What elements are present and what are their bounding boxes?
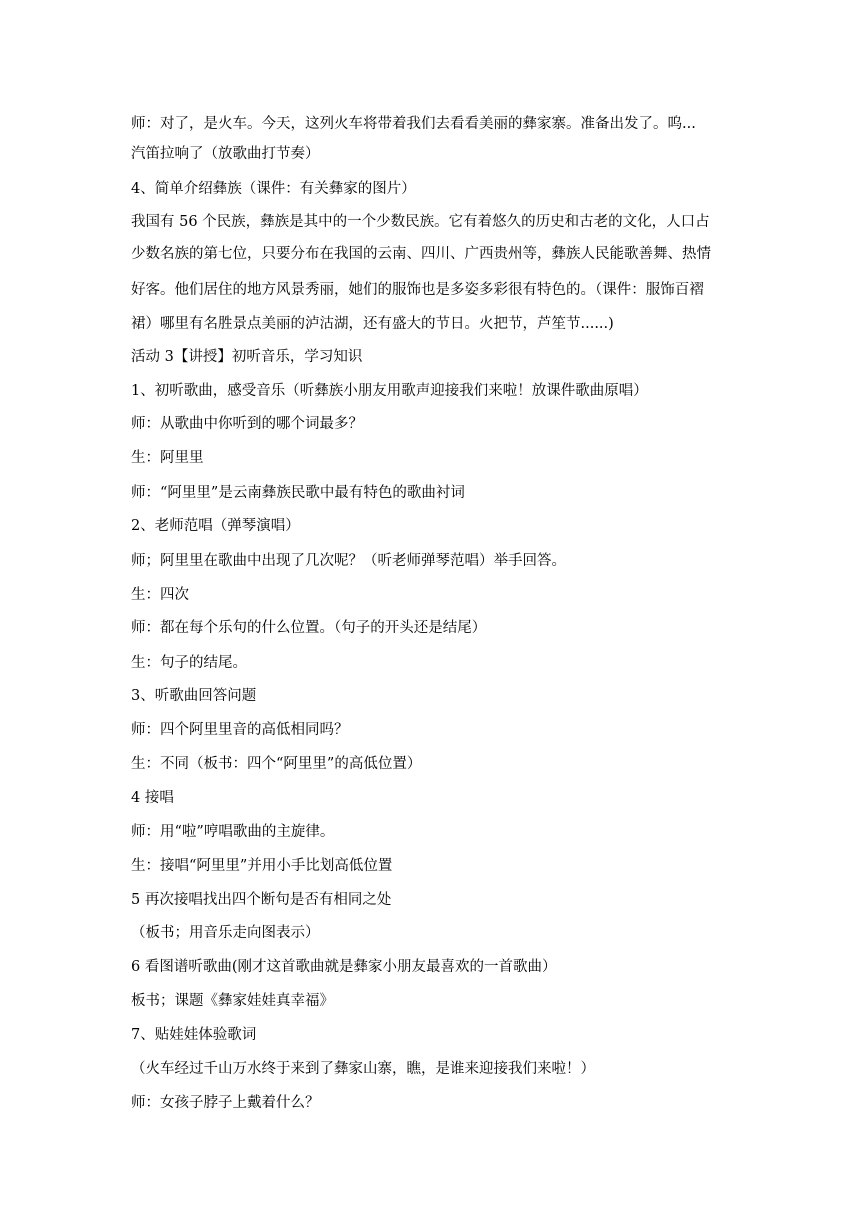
text-line-24: 5 再次接唱找出四个断句是否有相同之处: [131, 892, 392, 908]
text-line-17: 生：句子的结尾。: [131, 655, 247, 671]
text-line-6: 好客。他们居住的地方风景秀丽，她们的服饰也是多姿多彩很有特色的。（课件：服饰百褶: [131, 282, 704, 298]
text-line-1: 师：对了，是火车。今天，这列火车将带着我们去看看美丽的彝家寨。准备出发了。呜...: [131, 116, 696, 132]
text-line-26: 6 看图谱听歌曲(刚才这首歌曲就是彝家小朋友最喜欢的一首歌曲）: [131, 959, 557, 975]
text-line-12: 师：“阿里里”是云南彝族民歌中最有特色的歌曲衬词: [131, 485, 465, 501]
text-line-3: 4、简单介绍彝族（课件：有关彝家的图片）: [131, 181, 416, 197]
text-line-4: 我国有 56 个民族，彝族是其中的一个少数民族。它有着悠久的历史和古老的文化，人口占: [131, 214, 710, 230]
text-line-10: 师：从歌曲中你听到的哪个词最多？: [131, 416, 363, 432]
text-line-2: 汽笛拉响了（放歌曲打节奏）: [131, 146, 320, 162]
text-line-30: 师：女孩子脖子上戴着什么？: [131, 1095, 320, 1111]
text-line-25: （板书；用音乐走向图表示）: [131, 925, 320, 941]
text-line-21: 4 接唱: [131, 790, 174, 806]
text-line-14: 师；阿里里在歌曲中出现了几次呢？（听老师弹琴范唱）举手回答。: [131, 553, 566, 569]
text-line-27: 板书；课题《彝家娃娃真幸福》: [131, 993, 334, 1009]
text-line-20: 生：不同（板书：四个“阿里里”的高低位置）: [131, 756, 422, 772]
text-line-28: 7、贴娃娃体验歌词: [131, 1027, 257, 1043]
text-line-13: 2、老师范唱（弹琴演唱）: [131, 518, 300, 534]
text-line-19: 师：四个阿里里音的高低相同吗？: [131, 722, 349, 738]
text-line-15: 生：四次: [131, 587, 189, 603]
text-line-29: （火车经过千山万水终于来到了彝家山寨，瞧，是谁来迎接我们来啦！）: [131, 1061, 595, 1077]
text-line-7: 裙）哪里有名胜景点美丽的泸沽湖，还有盛大的节日。火把节，芦笙节......): [131, 316, 614, 332]
text-line-11: 生：阿里里: [131, 450, 204, 466]
text-line-23: 生：接唱“阿里里”并用小手比划高低位置: [131, 858, 393, 874]
text-line-5: 少数名族的第七位，只要分布在我国的云南、四川、广西贵州等，彝族人民能歌善舞、热情: [131, 246, 711, 262]
text-line-16: 师：都在每个乐句的什么位置。（句子的开头还是结尾）: [131, 620, 487, 636]
text-line-9: 1、初听歌曲，感受音乐（听彝族小朋友用歌声迎接我们来啦！放课件歌曲原唱）: [131, 383, 648, 399]
text-line-18: 3、听歌曲回答问题: [131, 688, 257, 704]
text-line-8: 活动 3【讲授】初听音乐，学习知识: [131, 349, 363, 365]
text-line-22: 师：用“啦”哼唱歌曲的主旋律。: [131, 824, 335, 840]
